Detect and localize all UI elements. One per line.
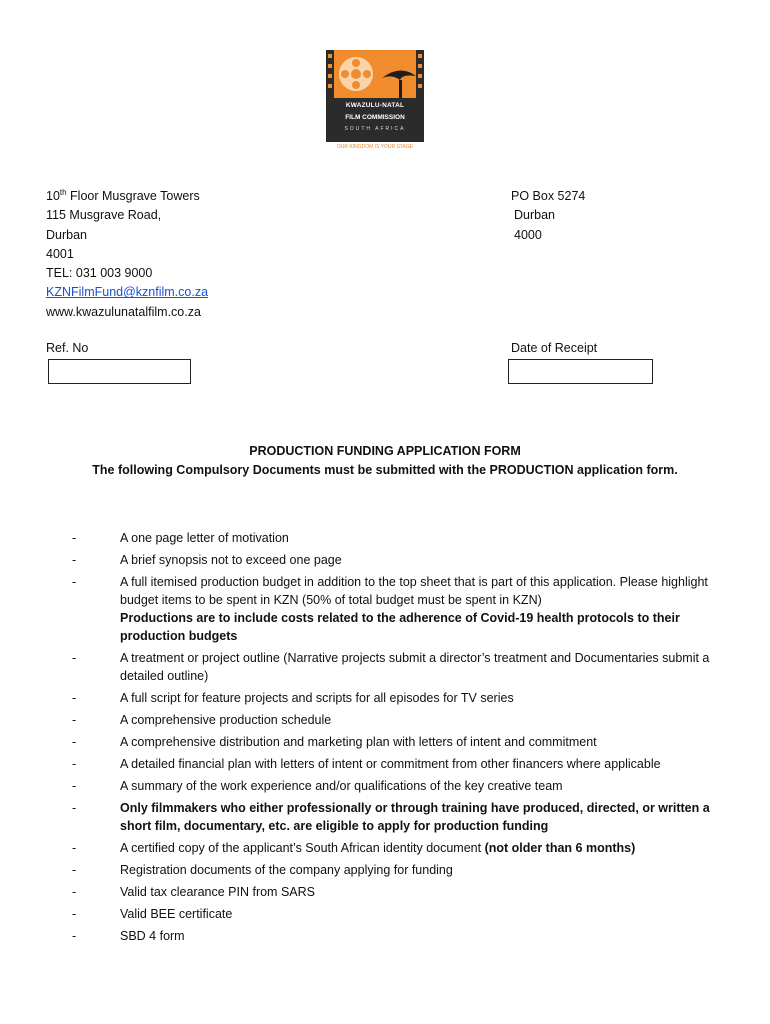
postal-city: Durban bbox=[514, 208, 555, 223]
logo-tagline: OUR KINGDOM IS YOUR STAGE bbox=[336, 144, 414, 150]
address-floor bbox=[46, 187, 208, 206]
logo-title-line3: SOUTH AFRICA bbox=[344, 126, 406, 132]
film-reel-tree-icon bbox=[326, 50, 424, 100]
list-dash: - bbox=[72, 553, 77, 567]
list-dash: - bbox=[72, 651, 77, 665]
list-dash: - bbox=[72, 713, 77, 727]
telephone: TEL: 031 003 9000 bbox=[46, 266, 153, 281]
floor-number: 10 bbox=[46, 189, 60, 203]
requirements-list bbox=[0, 529, 770, 949]
list-item: - SBD 4 form bbox=[72, 929, 185, 943]
kzn-film-commission-logo bbox=[326, 50, 424, 154]
covid-protocol-note: Productions are to include costs related to the adherence of Covid-19 health protocols to their production budgets bbox=[120, 611, 680, 643]
physical-address-block bbox=[46, 187, 208, 322]
list-dash: - bbox=[72, 757, 77, 771]
list-item: - A comprehensive production schedule bbox=[72, 713, 332, 727]
logo-title-line1: KWAZULU-NATAL bbox=[345, 102, 405, 109]
form-title: PRODUCTION FUNDING APPLICATION FORM bbox=[249, 444, 521, 458]
ref-no-field[interactable] bbox=[48, 359, 191, 384]
address-city: Durban bbox=[46, 227, 87, 242]
po-box: PO Box 5274 bbox=[511, 189, 586, 203]
list-dash: - bbox=[72, 863, 77, 877]
list-dash: - bbox=[72, 929, 77, 943]
list-item: - Valid BEE certificate bbox=[72, 907, 233, 921]
list-item: - A treatment or project outline (Narrative projects submit a director’s treatment and Documentaries submit a detailed outline) bbox=[72, 651, 710, 683]
ref-no-label: Ref. No bbox=[46, 341, 89, 355]
list-dash: - bbox=[72, 885, 77, 899]
list-item: - A one page letter of motivation bbox=[72, 531, 289, 545]
address-postal-code: 4001 bbox=[46, 246, 74, 261]
list-item: - A comprehensive distribution and marketing plan with letters of intent and commitment bbox=[72, 735, 597, 749]
list-dash: - bbox=[72, 779, 77, 793]
list-dash: - bbox=[72, 575, 77, 589]
address-street: 115 Musgrave Road, bbox=[46, 208, 162, 223]
list-item: - A full itemised production budget in addition to the top sheet that is part of this application. Please highlight budget items to be spent in KZN (50% of total budget must be spent in KZN) Productions are to include costs related to the adherence of Covid-19 health protocols to their production budgets bbox=[72, 575, 708, 643]
list-item: - A detailed financial plan with letters of intent or commitment from other financers where applicable bbox=[72, 757, 661, 771]
list-item: - A full script for feature projects and scripts for all episodes for TV series bbox=[72, 691, 514, 705]
floor-building: Floor Musgrave Towers bbox=[66, 189, 200, 203]
floor-suffix: th bbox=[59, 187, 67, 197]
date-of-receipt-label: Date of Receipt bbox=[511, 341, 598, 355]
list-dash: - bbox=[72, 841, 77, 855]
logo-title-line2: FILM COMMISSION bbox=[345, 114, 405, 121]
postal-code: 4000 bbox=[514, 227, 542, 242]
list-item: - A summary of the work experience and/or qualifications of the key creative team bbox=[72, 779, 563, 793]
list-dash: - bbox=[72, 801, 77, 815]
list-dash: - bbox=[72, 531, 77, 545]
list-dash: - bbox=[72, 907, 77, 921]
email-link[interactable]: KZNFilmFund@kznfilm.co.za bbox=[46, 285, 209, 300]
list-item: - A brief synopsis not to exceed one page bbox=[72, 553, 342, 567]
list-dash: - bbox=[72, 735, 77, 749]
website: www.kwazulunatalfilm.co.za bbox=[46, 304, 201, 319]
date-of-receipt-field[interactable] bbox=[508, 359, 653, 384]
postal-address-block bbox=[511, 187, 585, 245]
form-subtitle: The following Compulsory Documents must be submitted with the PRODUCTION application form. bbox=[92, 463, 678, 477]
list-item: - A certified copy of the applicant’s South African identity document (not older than 6 months) bbox=[72, 841, 636, 855]
list-item: - Valid tax clearance PIN from SARS bbox=[72, 885, 315, 899]
list-item: - Registration documents of the company applying for funding bbox=[72, 863, 453, 877]
list-dash: - bbox=[72, 691, 77, 705]
list-item: - Only filmmakers who either professionally or through training have produced, directed, or written a short film, documentary, etc. are eligible to apply for production funding bbox=[72, 801, 710, 833]
